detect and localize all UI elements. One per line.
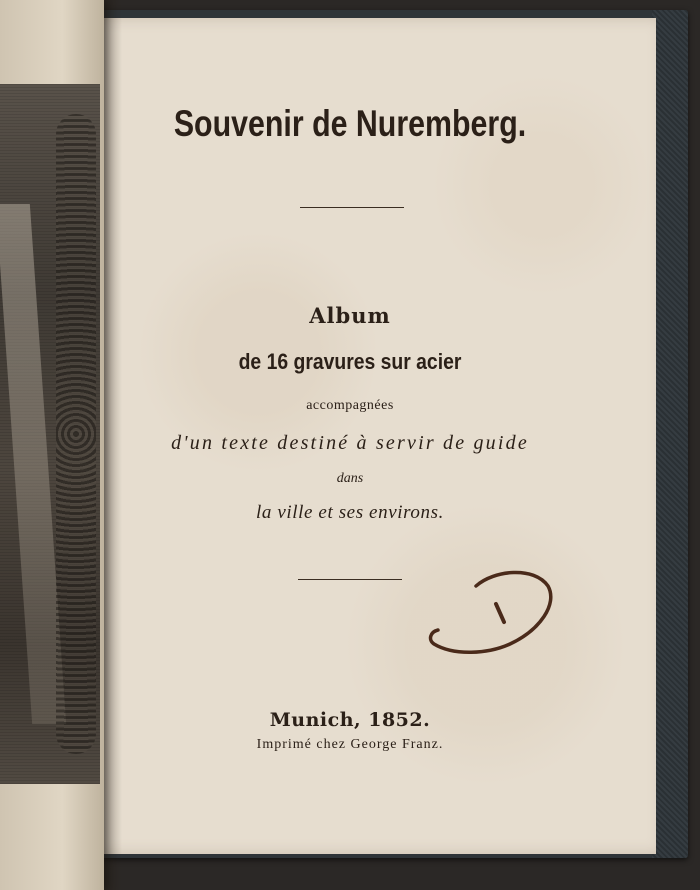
divider-rule-bottom xyxy=(298,579,402,580)
subtitle-accompanied: accompagnées xyxy=(306,398,394,413)
handwritten-signature xyxy=(424,560,564,670)
imprint-place-date: Munich, 1852. xyxy=(269,709,431,731)
subtitle-guide-text: d'un texte destiné à servir de guide xyxy=(171,432,529,454)
imprint-printer: Imprimé chez George Franz. xyxy=(256,737,444,752)
subtitle-engravings: de 16 gravures sur acier xyxy=(238,349,462,374)
page-title: Souvenir de Nuremberg. xyxy=(173,103,527,144)
subtitle-city: la ville et ses environs. xyxy=(256,502,444,523)
subtitle-album: Album xyxy=(309,303,391,328)
subtitle-dans: dans xyxy=(336,471,364,486)
divider-rule-top xyxy=(300,207,404,208)
